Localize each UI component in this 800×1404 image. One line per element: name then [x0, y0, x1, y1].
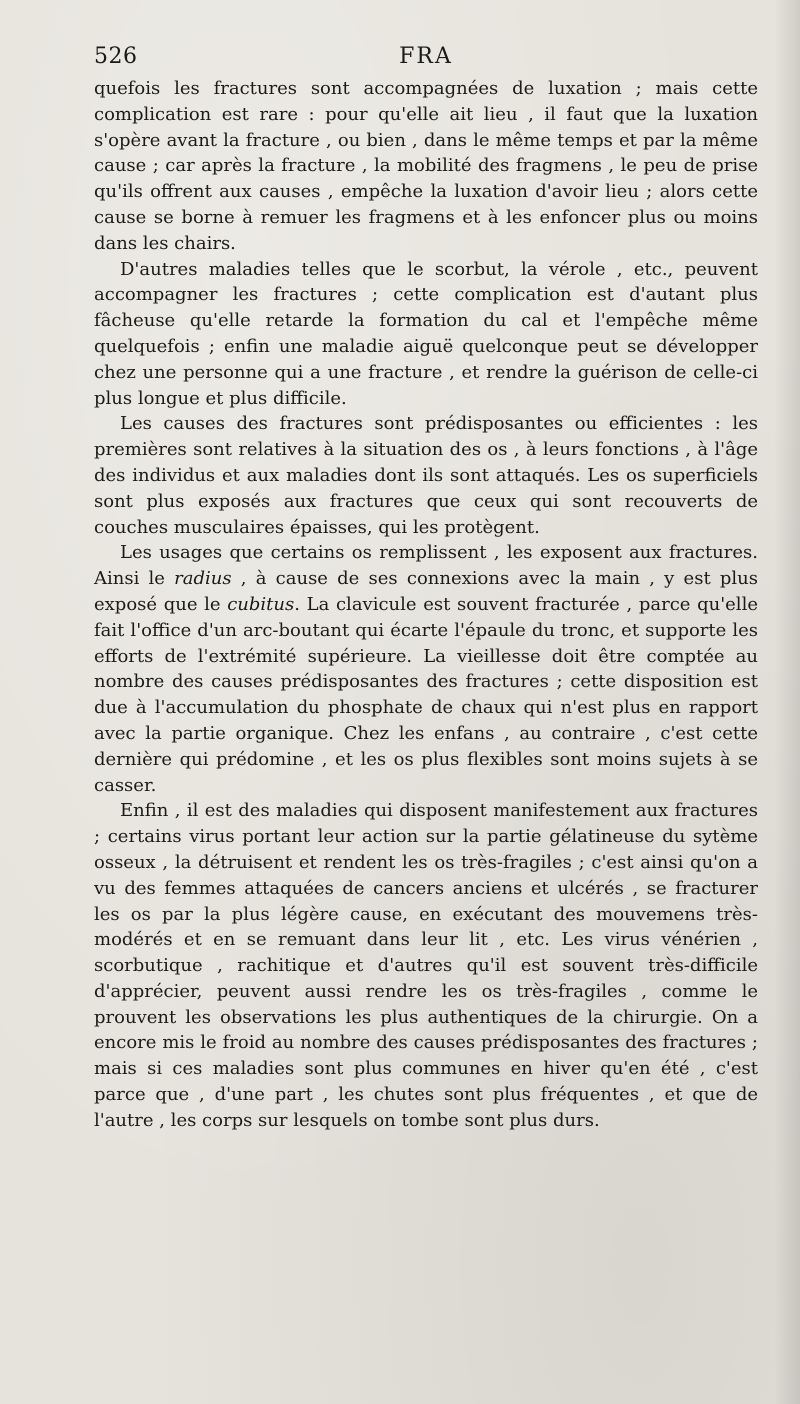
page-header [94, 44, 758, 74]
paragraph-bone-usage-part2: , à cause de ses connexions avec la main , y est plus exposé que le [94, 568, 758, 615]
paragraph-bone-usage-part3: . La clavicule est souvent fracturée , parce qu'elle fait l'office d'un arc-boutant qui écarte l'épaule du tronc, et supporte les efforts de l'extrémité supérieure. La vieillesse doit être comptée au nombre des causes prédisposantes des fractures ; cette disposition est due à l'accumulation du phosphate de chaux qui n'est plus en rapport avec la partie organique. Chez les enfans , au contraire , c'est cette dernière qui prédomine , et les os plus flexibles sont moins sujets à se casser. [94, 593, 758, 796]
running-head: FRA [399, 44, 453, 69]
page-number: 526 [94, 44, 138, 69]
page-edge-shadow [774, 0, 800, 1404]
body-text [94, 76, 758, 1134]
term-cubitus: cubitus [227, 593, 295, 615]
paragraph-bone-usage [94, 540, 758, 798]
paragraph-luxation: quefois les fractures sont accompagnées de luxation ; mais cette complication est rare : pour qu'elle ait lieu , il faut que la luxation s'opère avant la fracture , ou bien , dans le même temps et par la même cause ; car après la fracture , la mobilité des fragmens , le peu de prise qu'ils offrent aux causes , empêche la luxation d'avoir lieu ; alors cette cause se borne à remuer les fragmens et à les enfoncer plus ou moins dans les chairs. [94, 78, 758, 254]
paragraph-causes: Les causes des fractures sont prédisposantes ou efficientes : les premières sont relatives à la situation des os , à leurs fonctions , à l'âge des individus et aux maladies dont ils sont attaqués. Les os superficiels sont plus exposés aux fractures que ceux qui sont recouverts de couches musculaires épaisses, qui les protègent. [94, 413, 758, 538]
term-radius: radius [174, 568, 232, 590]
paragraph-other-diseases: D'autres maladies telles que le scorbut, la vérole , etc., peuvent accompagner les fractures ; cette complication est d'autant plus fâcheuse qu'elle retarde la formation du cal et l'empêche même quelquefois ; enfin une maladie aiguë quelconque peut se développer chez une personne qui a une fracture , et rendre la guérison de celle-ci plus longue et plus difficile. [94, 258, 758, 409]
paragraph-bone-usage-part1: Les usages que certains os remplissent , les exposent aux fractures. Ainsi le [94, 542, 758, 590]
paragraph-disease-causes: Enfin , il est des maladies qui disposent manifestement aux fractures ; certains virus portant leur action sur la partie gélatineuse du sytème osseux , la détruisent et rendent les os très-fragiles ; c'est ainsi qu'on a vu des femmes attaquées de cancers anciens et ulcérés , se fracturer les os par la plus légère cause, en exécutant des mouvemens très-modérés et en se remuant dans leur lit , etc. Les virus vénérien , scorbutique , rachitique et d'autres qu'il est souvent très-difficile d'apprécier, peuvent aussi rendre les os très-fragiles , comme le prouvent les observations les plus authentiques de la chirurgie. On a encore mis le froid au nombre des causes prédisposantes des fractures ; mais si ces maladies sont plus communes en hiver qu'en été , c'est parce que , d'une part , les chutes sont plus fréquentes , et que de l'autre , les corps sur lesquels on tombe sont plus durs. [94, 800, 758, 1131]
